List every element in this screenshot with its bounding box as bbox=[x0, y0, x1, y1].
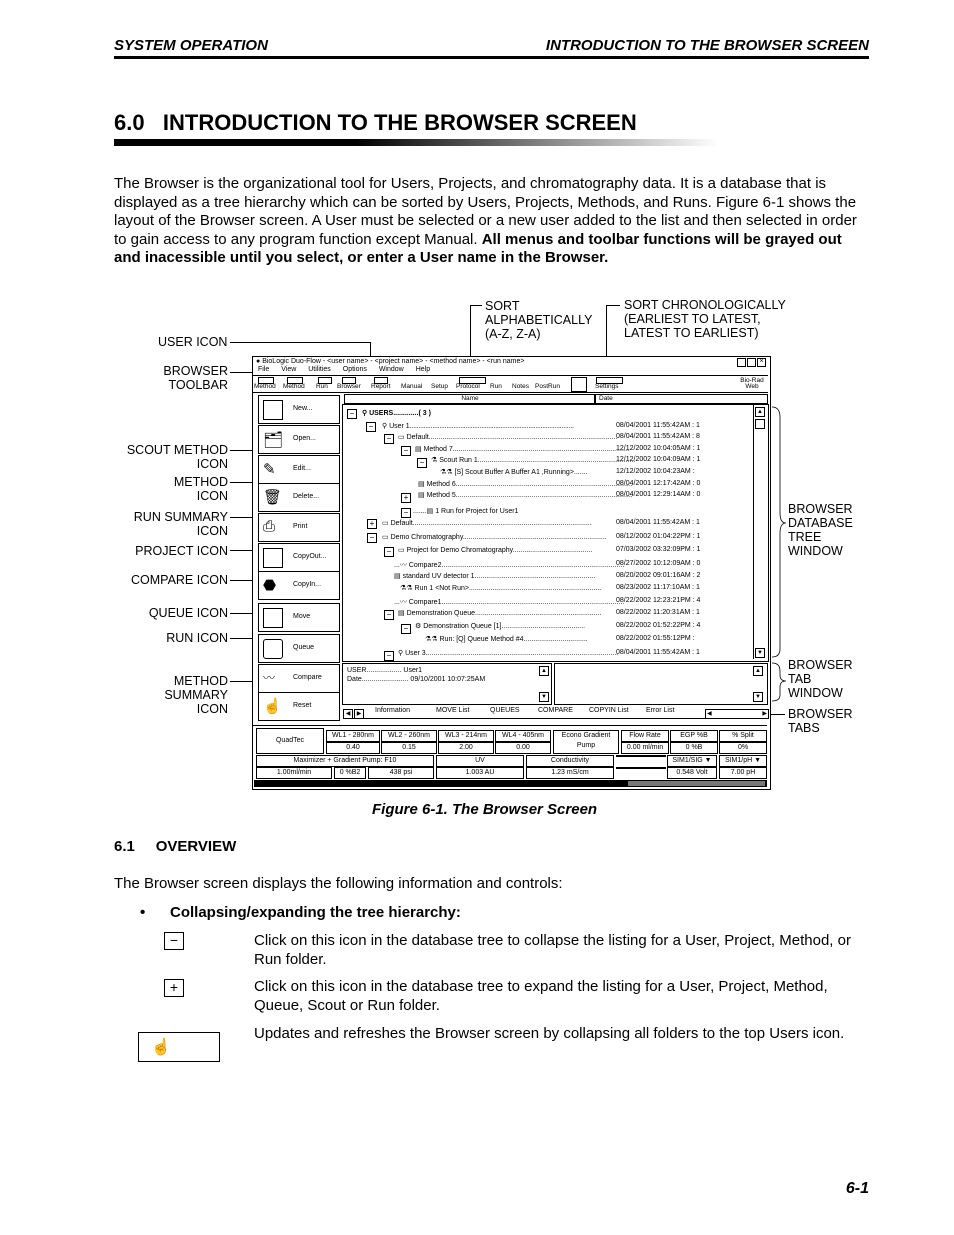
tab-compare[interactable]: COMPARE bbox=[538, 707, 573, 714]
menu-view[interactable]: View bbox=[281, 366, 297, 373]
maximize-icon[interactable] bbox=[747, 358, 756, 367]
status-bar-segment bbox=[628, 781, 765, 786]
copyin-button[interactable]: ⬣ CopyIn... bbox=[258, 571, 340, 600]
callout-db-tree: BROWSER DATABASE TREE WINDOW bbox=[788, 502, 853, 558]
title-rule bbox=[114, 139, 719, 146]
browser-icon bbox=[342, 377, 356, 384]
section-title: 6.0 INTRODUCTION TO THE BROWSER SCREEN bbox=[114, 110, 637, 135]
move-icon bbox=[263, 608, 283, 628]
intro-paragraph: The Browser is the organizational tool for Users, Projects, and chromatography data. It is a database that is displayed as a tree hierarchy which can be sorted by Users, Projects, Methods, and Runs. Figure 6-1 shows the layout of the Browser screen. A User must be selected or a new user added to the list and then selected in order to gain access to any program function except Manual. All menus and toolbar functions will be grayed out and inacessible until you select, or enter a User name in the Browser. bbox=[114, 175, 857, 266]
callout-method-icon: METHOD ICON bbox=[173, 475, 228, 503]
status-wl2: WL2 - 260nm bbox=[381, 730, 437, 742]
info-user: USER.................. User1 bbox=[347, 667, 423, 674]
new-button[interactable]: New... bbox=[258, 395, 340, 424]
tree-date: 08/23/2002 11:17:10AM : 1 bbox=[616, 584, 700, 591]
tree-date: 08/22/2002 11:20:31AM : 1 bbox=[616, 609, 700, 616]
menu-window[interactable]: Window bbox=[378, 366, 404, 373]
collapse-box-icon[interactable]: − bbox=[367, 533, 377, 543]
collapse-box-icon[interactable]: − bbox=[384, 651, 394, 661]
minimize-icon[interactable] bbox=[737, 358, 746, 367]
tree-date: 08/04/2001 11:55:42AM : 1 bbox=[616, 422, 700, 429]
collapse-box-icon[interactable]: − bbox=[384, 434, 394, 444]
callout-run-summary-icon: RUN SUMMARY ICON bbox=[133, 510, 228, 538]
copyout-icon bbox=[263, 548, 283, 568]
report-icon bbox=[374, 377, 388, 384]
delete-button[interactable]: 🗑 Delete... bbox=[258, 483, 340, 512]
tree-date: 08/20/2002 09:01:16AM : 2 bbox=[616, 572, 701, 579]
tree-row[interactable]: ⚗ Scout Run 1................................................................................. bbox=[431, 457, 636, 464]
queue-button[interactable]: Queue bbox=[258, 634, 340, 663]
header-right: INTRODUCTION TO THE BROWSER SCREEN bbox=[545, 37, 869, 54]
collapse-box-icon[interactable]: − bbox=[384, 547, 394, 557]
toolbar-postrun[interactable]: PostRun bbox=[535, 383, 560, 390]
app-title: ● BioLogic Duo-Flow - <user name> - <project name> - <method name> - <run name> bbox=[256, 358, 525, 365]
tree-row[interactable]: ...〰 Compare2.............................................................................................. bbox=[394, 562, 625, 569]
tab-error-list[interactable]: Error List bbox=[646, 707, 675, 714]
method-icon bbox=[287, 377, 303, 384]
status-split-value: 0% bbox=[719, 742, 767, 754]
scroll-right-icon[interactable]: ▶ bbox=[762, 711, 767, 717]
bracket-lines bbox=[770, 405, 790, 710]
status-maximizer: Maximizer + Gradient Pump: F10 bbox=[256, 755, 434, 767]
status-wl1: WL1 - 280nm bbox=[326, 730, 380, 742]
compare-button[interactable]: 〰 Compare bbox=[258, 664, 340, 693]
collapse-box-icon[interactable]: − bbox=[417, 458, 427, 468]
tree-row[interactable]: ⚗⚗ Run 1 <Not Run>.................................................................... bbox=[400, 585, 602, 592]
collapse-box-icon[interactable]: − bbox=[347, 409, 357, 419]
tab-scrollbar[interactable] bbox=[705, 709, 769, 719]
status-v5: 1.23 mS/cm bbox=[526, 767, 614, 779]
tree-row[interactable]: ⚙ Demonstration Queue [1]........................................... bbox=[415, 623, 586, 630]
queue-icon bbox=[263, 639, 283, 659]
callout-sort-chrono: SORT CHRONOLOGICALLY (EARLIEST TO LATEST, LATEST TO EARLIEST) bbox=[624, 298, 786, 340]
leader-line bbox=[470, 305, 482, 306]
toolbar-bottom-rule bbox=[253, 392, 768, 393]
menu-help[interactable]: Help bbox=[415, 366, 431, 373]
tab-scroll-right-icon[interactable]: ▶ bbox=[354, 709, 364, 719]
toolbar-method[interactable]: Method bbox=[254, 383, 276, 390]
status-uv: UV bbox=[436, 755, 524, 767]
tree-row[interactable]: ▤ standard UV detector 1.............................................................. bbox=[394, 573, 596, 580]
tree-row[interactable]: ▭ Project for Demo Chromatography......................................... bbox=[398, 547, 593, 554]
status-wl3: WL3 - 214nm bbox=[438, 730, 494, 742]
callout-tabs: BROWSER TABS bbox=[788, 707, 853, 735]
tree-row[interactable]: .......▤ 1 Run for Project for User1 bbox=[413, 508, 519, 515]
window-controls bbox=[737, 358, 767, 366]
column-header-date[interactable]: Date bbox=[594, 394, 768, 404]
status-v7: 7.00 pH bbox=[719, 767, 767, 779]
toolbar-method-2[interactable]: Method bbox=[283, 383, 305, 390]
status-v1: 1.00ml/min bbox=[256, 767, 332, 779]
tree-row[interactable]: ⚲ USERS.............( 3 ) bbox=[362, 410, 431, 417]
toolbar-browser[interactable]: Browser bbox=[337, 383, 361, 390]
callout-scout-method-icon: SCOUT METHOD ICON bbox=[126, 443, 228, 471]
new-icon bbox=[263, 400, 283, 420]
edit-button[interactable]: ✎ Edit... bbox=[258, 455, 340, 484]
tree-date: 08/04/2001 12:29:14AM : 0 bbox=[616, 491, 701, 498]
leader-line bbox=[230, 342, 370, 343]
tree-date: 08/27/2002 10:12:09AM : 0 bbox=[616, 560, 701, 567]
tree-date: 08/04/2001 11:55:42AM : 8 bbox=[616, 433, 700, 440]
tab-copyin-list[interactable]: COPYIN List bbox=[589, 707, 629, 714]
callout-method-summary-icon: METHOD SUMMARY ICON bbox=[164, 674, 228, 716]
collapse-box-icon[interactable]: − bbox=[401, 624, 411, 634]
tree-date: 08/04/2001 11:55:42AM : 1 bbox=[616, 649, 700, 656]
status-v2: 0 %B2 bbox=[334, 767, 366, 779]
page-number: 6-1 bbox=[845, 1180, 869, 1197]
toolbar-grid-icon[interactable] bbox=[571, 377, 587, 392]
tab-window bbox=[554, 663, 768, 705]
callout-user-icon: USER ICON bbox=[158, 335, 228, 349]
status-flow-value: 0.00 ml/min bbox=[621, 742, 669, 754]
status-wl2-value: 0.15 bbox=[381, 742, 437, 754]
tree-date: 08/22/2002 12:23:21PM : 4 bbox=[616, 597, 701, 604]
tree-date: 12/12/2002 10:04:05AM : 1 bbox=[616, 445, 701, 452]
print-button[interactable]: ⎙ Print bbox=[258, 513, 340, 542]
reset-hand-icon: ☝ bbox=[151, 1039, 171, 1056]
status-blank-2 bbox=[616, 767, 666, 769]
method-icon bbox=[258, 377, 274, 384]
tab-information[interactable]: Information bbox=[375, 707, 411, 714]
status-ph-select[interactable]: SIM1/pH ▼ bbox=[719, 755, 767, 767]
reset-icon-box bbox=[138, 1032, 220, 1062]
callout-run-icon: RUN ICON bbox=[166, 631, 228, 645]
scroll-up-icon[interactable]: ▲ bbox=[539, 666, 549, 676]
callout-tab-window: BROWSER TAB WINDOW bbox=[788, 658, 853, 700]
tree-date: 12/12/2002 10:04:09AM : 1 bbox=[616, 456, 701, 463]
open-icon: 🗂 bbox=[263, 432, 284, 449]
tab-window-scrollbar[interactable] bbox=[753, 666, 763, 702]
edit-icon: ✎ bbox=[263, 461, 276, 478]
callout-sort-alpha: SORT ALPHABETICALLY (A-Z, Z-A) bbox=[485, 299, 593, 341]
copyout-button[interactable]: CopyOut... bbox=[258, 543, 340, 572]
status-sig-select[interactable]: SIM1/SIG ▼ bbox=[667, 755, 717, 767]
toolbar-manual[interactable]: Manual bbox=[401, 383, 423, 390]
close-icon[interactable]: × bbox=[757, 358, 766, 367]
status-egp-header: EGP %B bbox=[670, 730, 718, 742]
tree-date: 08/04/2001 12:17:42AM : 0 bbox=[616, 480, 701, 487]
status-quadtec: QuadTec bbox=[256, 728, 324, 754]
copyin-icon: ⬣ bbox=[263, 577, 277, 594]
plus-icon: + bbox=[164, 979, 184, 997]
tree-row[interactable]: ▭ Demo Chromatography.......................................................................... bbox=[382, 534, 607, 541]
toolbar-biorad-web[interactable]: Bio-Rad Web bbox=[740, 377, 764, 390]
collapse-box-icon[interactable]: − bbox=[401, 446, 411, 456]
tab-scroll-left-icon[interactable]: ◀ bbox=[343, 709, 353, 719]
menu-utilities[interactable]: Utilities bbox=[308, 366, 331, 373]
toolbar-protocol[interactable]: Protocol bbox=[456, 383, 480, 390]
protocol-icon bbox=[459, 377, 486, 384]
toolbar-run-2[interactable]: Run bbox=[490, 383, 502, 390]
trash-icon: 🗑 bbox=[263, 489, 283, 506]
tree-row[interactable]: ⚗⚗ Run: [Q] Queue Method #4................................. bbox=[425, 636, 588, 643]
tree-row[interactable]: ▤ Method 6........................................................................................... bbox=[418, 481, 633, 488]
status-wl4: WL4 - 405nm bbox=[495, 730, 551, 742]
tab-baseline bbox=[343, 718, 767, 719]
collapse-box-icon[interactable]: − bbox=[384, 610, 394, 620]
status-wl1-value: 0.40 bbox=[326, 742, 380, 754]
toolbar-settings[interactable]: Settings bbox=[595, 383, 619, 390]
status-split-header: % Split bbox=[719, 730, 767, 742]
tree-row[interactable]: ⚲ User 1.............................................................................................. bbox=[382, 423, 574, 430]
callout-browser-toolbar: BROWSER TOOLBAR bbox=[163, 364, 228, 392]
menu-options[interactable]: Options bbox=[342, 366, 367, 373]
overview-text: The Browser screen displays the following information and controls: bbox=[114, 875, 563, 892]
status-wl4-value: 0.00 bbox=[495, 742, 551, 754]
callout-project-icon: PROJECT ICON bbox=[135, 544, 228, 558]
leader-line bbox=[606, 305, 620, 306]
overview-heading: 6.1 OVERVIEW bbox=[114, 838, 237, 855]
tree-date: 12/12/2002 10:04:23AM : bbox=[616, 468, 695, 475]
menu-file[interactable]: File bbox=[258, 366, 270, 373]
status-v6: 0.548 Volt bbox=[667, 767, 717, 779]
status-conductivity: Conductivity bbox=[526, 755, 614, 767]
tree-date: 08/12/2002 01:04:22PM : 1 bbox=[616, 533, 701, 540]
menu-bar bbox=[258, 366, 430, 374]
status-wl3-value: 2.00 bbox=[438, 742, 494, 754]
status-v3: 438 psi bbox=[368, 767, 434, 779]
tree-row[interactable]: ...〰 Compare1.............................................................................................. bbox=[394, 599, 625, 606]
minus-icon: − bbox=[164, 932, 184, 950]
move-button[interactable]: Move bbox=[258, 603, 340, 632]
scroll-thumb[interactable] bbox=[755, 419, 765, 429]
tree-date: 08/22/2002 01:55:12PM : bbox=[616, 635, 695, 642]
tab-move-list[interactable]: MOVE List bbox=[436, 707, 470, 714]
settings-icon bbox=[596, 377, 623, 384]
scroll-down-icon[interactable]: ▼ bbox=[753, 692, 763, 702]
callout-compare-icon: COMPARE ICON bbox=[131, 573, 228, 587]
toolbar-notes[interactable]: Notes bbox=[512, 383, 529, 390]
tree-date: 07/03/2002 03:32:09PM : 1 bbox=[616, 546, 701, 553]
open-button[interactable]: 🗂 Open... bbox=[258, 425, 340, 454]
callout-queue-icon: QUEUE ICON bbox=[148, 606, 228, 620]
column-header-name[interactable]: Name bbox=[344, 394, 596, 404]
tree-row[interactable]: ▭ Default................................................................................................. bbox=[398, 434, 618, 441]
toolbar-run[interactable]: Run bbox=[316, 383, 328, 390]
status-egp-value: 0 %B bbox=[670, 742, 718, 754]
tree-row[interactable]: ⚲ User 3................................................................................................... bbox=[398, 650, 619, 657]
collapse-box-icon[interactable]: − bbox=[401, 508, 411, 518]
status-v4: 1.003 AU bbox=[436, 767, 524, 779]
bullet-heading: Collapsing/expanding the tree hierarchy: bbox=[170, 904, 461, 921]
header-rule bbox=[114, 56, 869, 59]
expand-box-icon[interactable]: + bbox=[367, 519, 377, 529]
figure-caption: Figure 6-1. The Browser Screen bbox=[372, 801, 598, 818]
scroll-down-icon[interactable]: ▼ bbox=[539, 692, 549, 702]
bullet-dot: • bbox=[140, 904, 146, 921]
minus-description: Click on this icon in the database tree to collapse the listing for a User, Project, Method, or Run folder. bbox=[254, 932, 851, 968]
tree-row[interactable]: ▤ Demonstration Queue................................................................. bbox=[398, 610, 602, 617]
run-icon bbox=[318, 377, 332, 384]
expand-box-icon[interactable]: + bbox=[401, 493, 411, 503]
scroll-up-icon[interactable]: ▲ bbox=[755, 407, 765, 417]
tree-scrollbar[interactable] bbox=[753, 405, 766, 659]
compare-icon: 〰 bbox=[263, 671, 276, 685]
tree-date: 08/22/2002 01:52:22PM : 4 bbox=[616, 622, 701, 629]
reset-button[interactable]: ☝ Reset bbox=[258, 692, 340, 721]
scroll-left-icon[interactable]: ◀ bbox=[707, 711, 712, 717]
tree-row[interactable]: ▤ Method 7........................................................................................... bbox=[415, 446, 630, 453]
status-blank bbox=[616, 755, 666, 757]
tree-row[interactable]: ▤ Method 5........................................................................................... bbox=[418, 492, 633, 499]
tab-queues[interactable]: QUEUES bbox=[490, 707, 520, 714]
scroll-down-icon[interactable]: ▼ bbox=[755, 648, 765, 658]
reset-hand-icon: ☝ bbox=[263, 698, 282, 715]
toolbar-report[interactable]: Report bbox=[371, 383, 391, 390]
toolbar-setup[interactable]: Setup bbox=[431, 383, 448, 390]
reset-description: Updates and refreshes the Browser screen by collapsing all folders to the top Users icon. bbox=[254, 1025, 845, 1042]
collapse-box-icon[interactable]: − bbox=[366, 422, 376, 432]
browser-toolbar bbox=[254, 376, 768, 392]
info-scrollbar[interactable] bbox=[539, 666, 549, 702]
status-flow-header: Flow Rate bbox=[621, 730, 669, 742]
tree-row[interactable]: ⚗⚗ [S] Scout Buffer A Buffer A1 ,Running>....... bbox=[440, 469, 588, 476]
status-econo: Econo Gradient Pump bbox=[553, 730, 619, 754]
header-left: SYSTEM OPERATION bbox=[114, 37, 268, 54]
plus-description: Click on this icon in the database tree to expand the listing for a User, Project, Method, Queue, Scout or Run folder. bbox=[254, 978, 828, 1014]
printer-icon: ⎙ bbox=[263, 518, 276, 535]
tree-date: 08/04/2001 11:55:42AM : 1 bbox=[616, 519, 700, 526]
scroll-up-icon[interactable]: ▲ bbox=[753, 666, 763, 676]
tree-row[interactable]: ▭ Default............................................................................................ bbox=[382, 520, 592, 527]
info-date: Date........................ 09/10/2001 10:07:25AM bbox=[347, 676, 486, 683]
